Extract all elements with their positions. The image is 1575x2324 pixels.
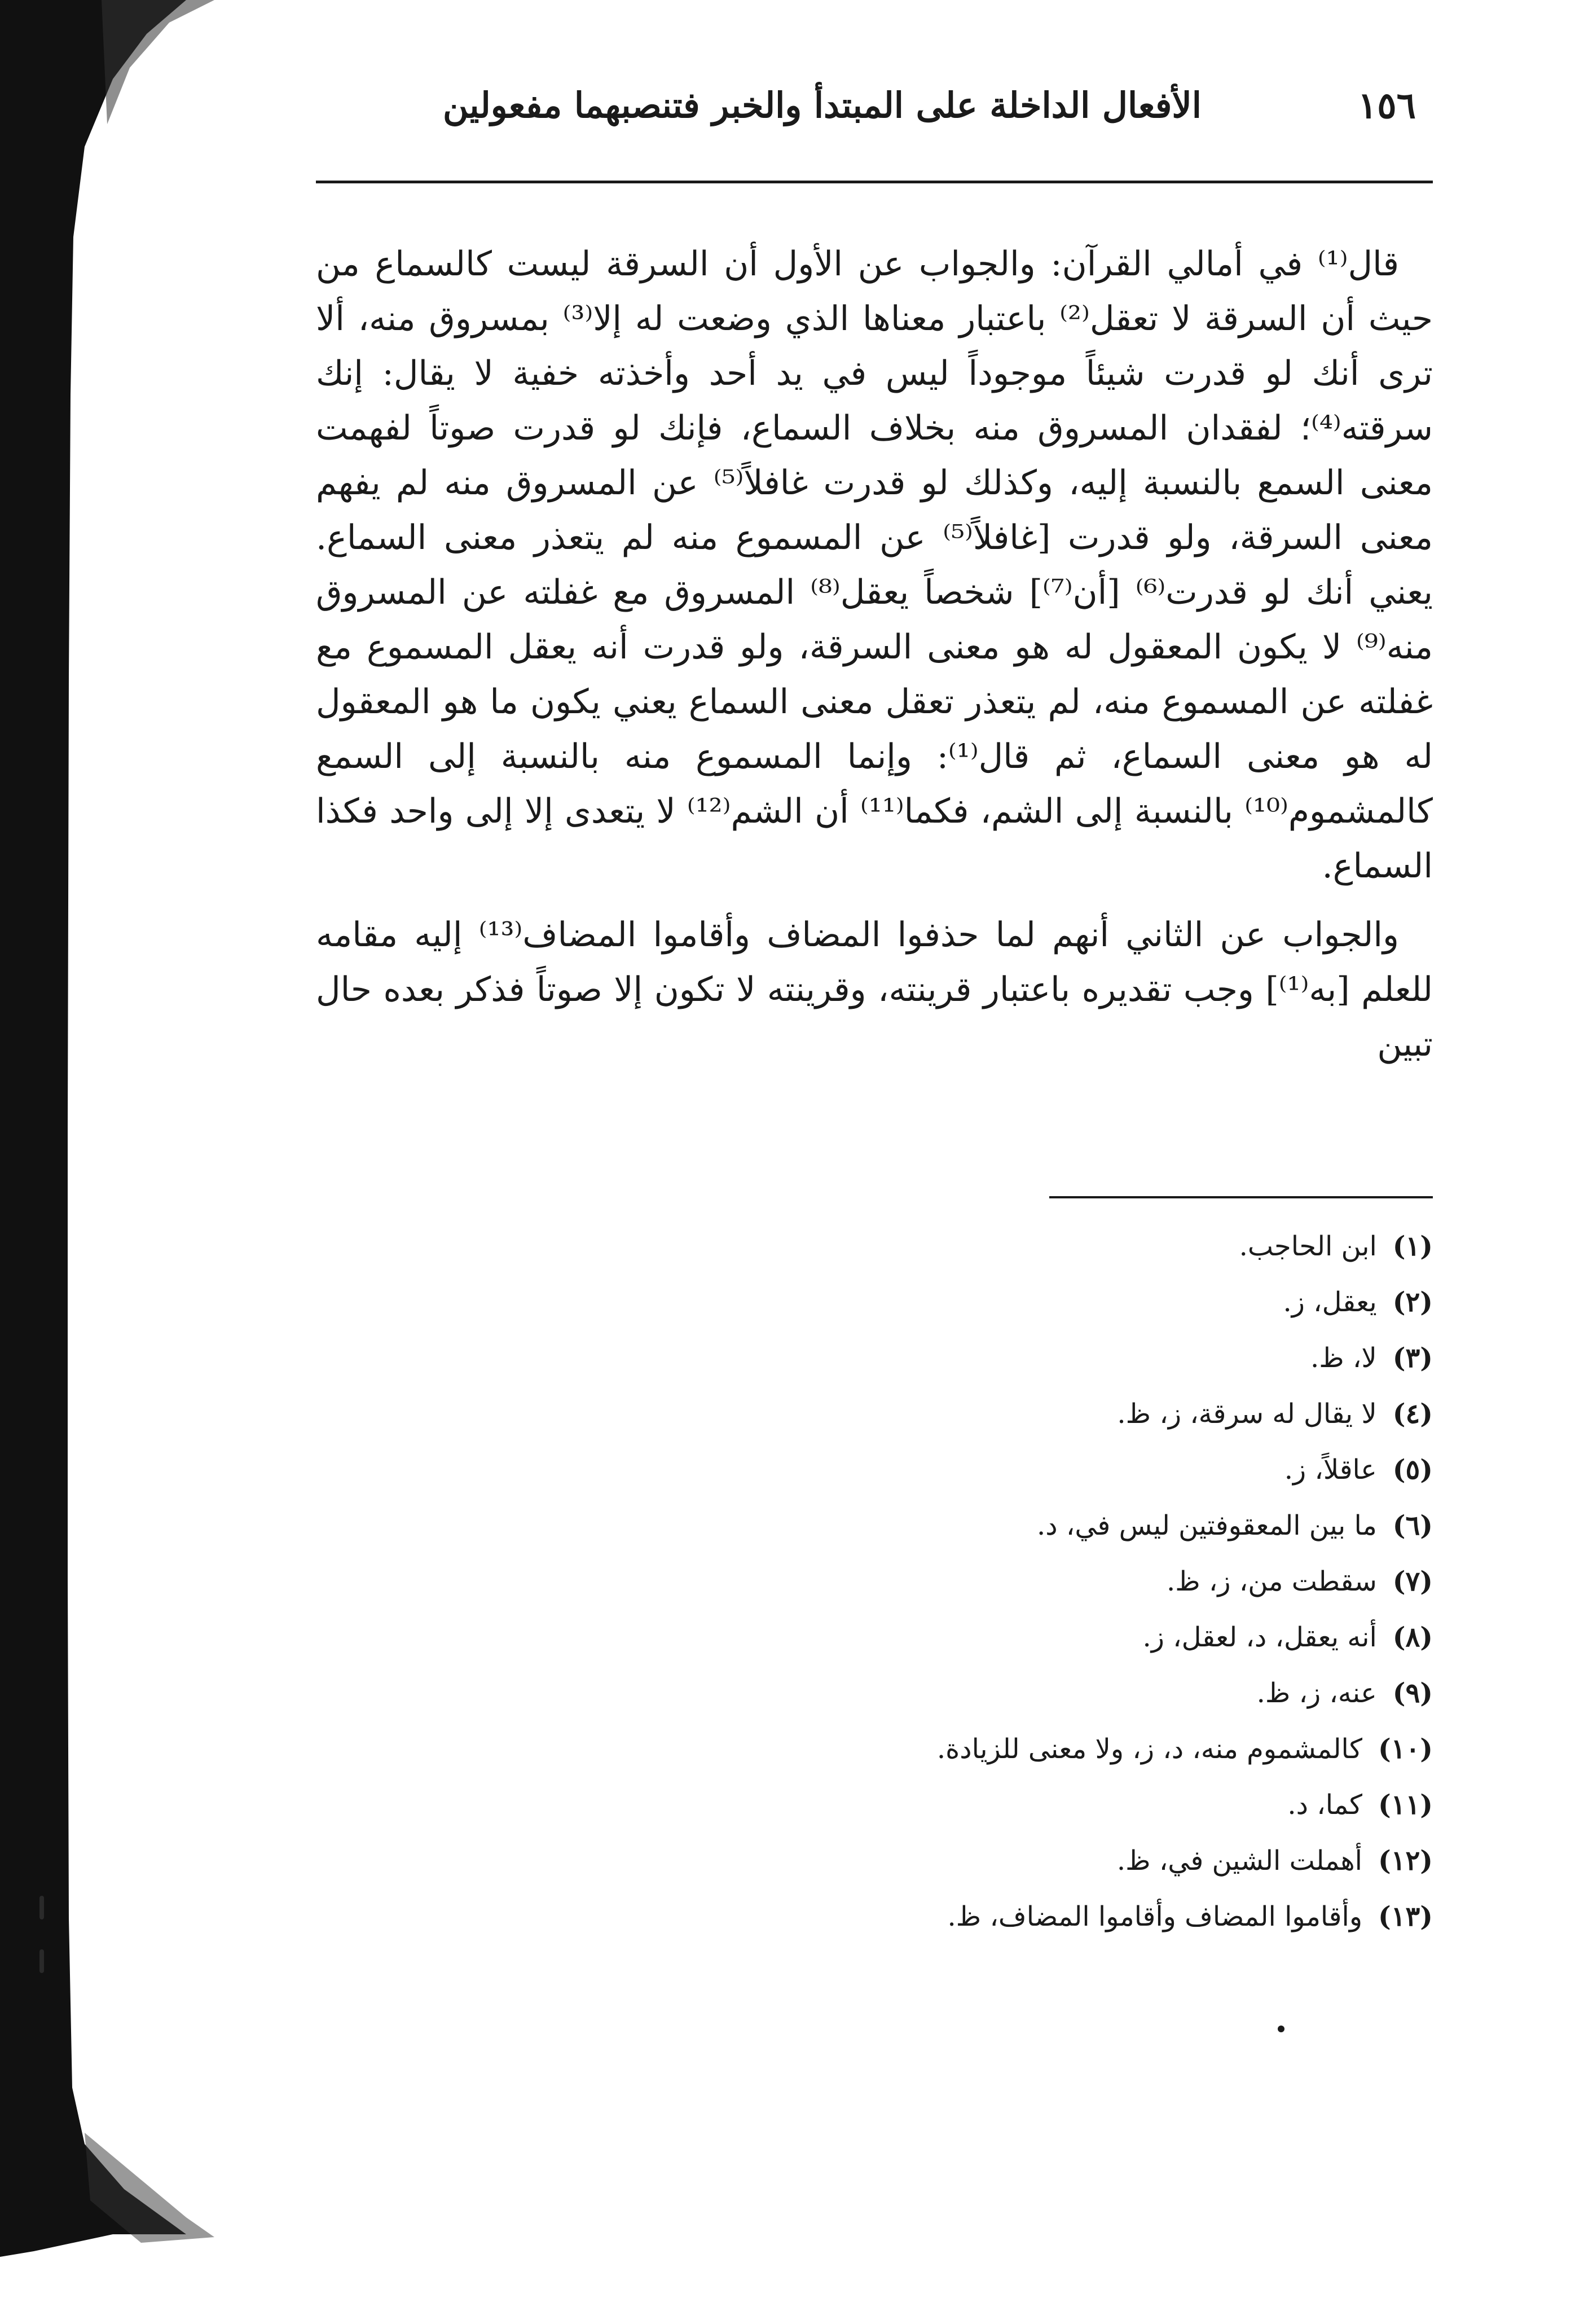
footnote-number: (١٠) <box>1378 1733 1433 1765</box>
page-header <box>316 68 1433 152</box>
footnote-number: (٣) <box>1392 1342 1433 1374</box>
footnote-item <box>316 1666 1433 1721</box>
footnote-number: (٩) <box>1392 1677 1433 1709</box>
footnote-item <box>316 1889 1433 1945</box>
footnote-number: (١) <box>1392 1231 1433 1262</box>
footnote-text: أهملت الشين في، ظ. <box>1116 1845 1362 1877</box>
ink-dot <box>1278 2026 1284 2032</box>
scan-artifact <box>39 1949 44 1973</box>
footnote-text: كما، د. <box>1287 1789 1362 1821</box>
footnote-number: (٦) <box>1392 1510 1433 1541</box>
footnote-number: (١٢) <box>1378 1845 1433 1877</box>
footnote-item <box>316 1386 1433 1442</box>
running-title: الأفعال الداخلة على المبتدأ والخبر فتنصبهما مفعولين <box>442 85 1202 126</box>
body-text <box>316 237 1433 1086</box>
paragraph: والجواب عن الثاني أنهم لما حذفوا المضاف وأقاموا المضاف⁽¹³⁾ إليه مقامه للعلم [به⁽¹⁾] وجب تقديره باعتبار قرينته، وقرينته لا تكون إلا صوتاً فذكر بعده حال تبين <box>316 915 1433 1064</box>
footnote-text: أنه يعقل، د، لعقل، ز. <box>1142 1622 1377 1653</box>
footnote-item <box>316 1554 1433 1610</box>
footnotes-list <box>316 1219 1433 1945</box>
footnote-text: وأقاموا المضاف وأقاموا المضاف، ظ. <box>947 1901 1362 1932</box>
footnote-number: (٥) <box>1392 1454 1433 1486</box>
footnote-item <box>316 1275 1433 1330</box>
footnote-text: عنه، ز، ظ. <box>1256 1677 1377 1709</box>
footnote-number: (٨) <box>1392 1622 1433 1653</box>
paragraph: قال⁽¹⁾ في أمالي القرآن: والجواب عن الأول أن السرقة ليست كالسماع من حيث أن السرقة لا تعقل⁽²⁾ باعتبار معناها الذي وضعت له إلا⁽³⁾ بمسروق منه، ألا ترى أنك لو قدرت شيئاً موجوداً ليس في يد أحد وأخذته خفية لا يقال: إنك سرقته⁽⁴⁾؛ لفقدان المسروق منه بخلاف السماع، فإنك لو قدرت صوتاً لفهمت معنى السمع بالنسبة إليه، وكذلك لو قدرت غافلاً⁽⁵⁾ عن المسروق منه لم يفهم معنى السرقة، ولو قدرت [غافلاً⁽⁵⁾ عن المسموع منه لم يتعذر معنى السماع. يعني أنك لو قدرت⁽⁶⁾ [أن⁽⁷⁾] شخصاً يعقل⁽⁸⁾ المسروق مع غفلته عن المسروق منه⁽⁹⁾ لا يكون المعقول له هو معنى السرقة، ولو قدرت أنه يعقل المسموع مع غفلته عن المسموع منه، لم يتعذر تعقل معنى السماع يعني يكون ما هو المعقول له هو معنى السماع، ثم قال⁽¹⁾: وإنما المسموع منه بالنسبة إلى السمع كالمشموم⁽¹⁰⁾ بالنسبة إلى الشم، فكما⁽¹¹⁾ أن الشم⁽¹²⁾ لا يتعدى إلا إلى واحد فكذا السماع. <box>316 244 1433 886</box>
footnote-number: (١٣) <box>1378 1901 1433 1932</box>
footnote-rule <box>1049 1196 1433 1198</box>
footnote-text: ابن الحاجب. <box>1239 1231 1377 1262</box>
footnote-item <box>316 1498 1433 1554</box>
footnote-item <box>316 1721 1433 1777</box>
footnote-number: (٢) <box>1392 1286 1433 1318</box>
footnote-item <box>316 1833 1433 1889</box>
scan-artifact <box>39 1896 44 1919</box>
page-number: ١٥٦ <box>1357 85 1416 127</box>
footnote-text: كالمشموم منه، د، ز، ولا معنى للزيادة. <box>936 1733 1362 1765</box>
footnote-text: يعقل، ز. <box>1283 1286 1377 1318</box>
footnote-number: (٧) <box>1392 1566 1433 1597</box>
footnote-text: عاقلاً، ز. <box>1284 1454 1377 1486</box>
footnote-item <box>316 1330 1433 1386</box>
footnote-text: لا، ظ. <box>1310 1342 1377 1374</box>
header-rule <box>316 181 1433 183</box>
footnote-text: لا يقال له سرقة، ز، ظ. <box>1117 1398 1377 1430</box>
footnote-text: سقطت من، ز، ظ. <box>1166 1566 1377 1597</box>
footnote-text: ما بين المعقوفتين ليس في، د. <box>1036 1510 1377 1541</box>
footnote-item <box>316 1219 1433 1275</box>
footnote-number: (٤) <box>1392 1398 1433 1430</box>
footnote-item <box>316 1442 1433 1498</box>
footnote-item <box>316 1610 1433 1666</box>
footnote-item <box>316 1777 1433 1833</box>
book-page <box>316 68 1433 1932</box>
binding-shadow <box>0 0 214 2324</box>
footnote-number: (١١) <box>1378 1789 1433 1821</box>
